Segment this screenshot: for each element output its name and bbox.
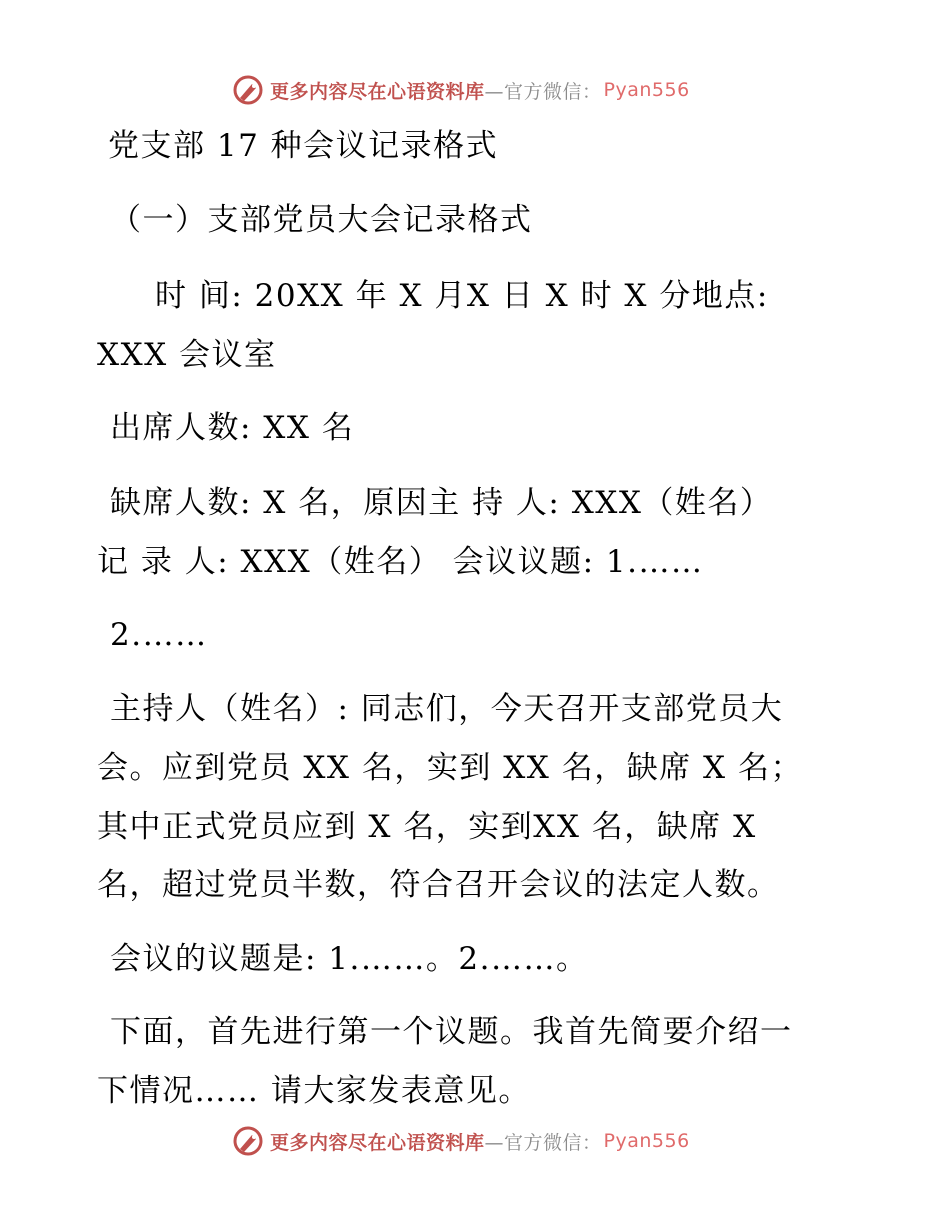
header-banner	[232, 72, 690, 108]
banner-wechat-id: Pyan556	[603, 1130, 690, 1152]
host-speech-line-4: 名，超过党员半数，符合召开会议的法定人数。	[97, 867, 780, 903]
host-speech-line-3: 其中正式党员应到 X 名，实到XX 名，缺席 X	[97, 809, 757, 845]
document-title: 党支部 17 种会议记录格式	[108, 128, 499, 164]
banner-main-text: 更多内容尽在心语资料库	[270, 80, 485, 103]
pen-logo-icon	[232, 74, 264, 106]
banner-wechat-id: Pyan556	[603, 79, 690, 101]
banner-wechat-label: —官方微信：	[484, 80, 602, 103]
meeting-location-line: XXX 会议室	[97, 337, 277, 373]
banner-wechat-label: —官方微信：	[484, 1131, 602, 1154]
host-speech-line-1: 主持人（姓名）: 同志们，今天召开支部党员大	[110, 691, 784, 727]
banner-main-text: 更多内容尽在心语资料库	[270, 1131, 485, 1154]
section-heading: （一）支部党员大会记录格式	[110, 202, 533, 238]
agenda-line: 会议的议题是: 1.……。2.……。	[110, 941, 589, 977]
first-topic-line-1: 下面，首先进行第一个议题。我首先简要介绍一	[110, 1014, 793, 1050]
attendees-line: 出席人数: XX 名	[110, 410, 355, 446]
host-speech-line-2: 会。应到党员 XX 名，实到 XX 名，缺席 X 名；	[97, 750, 803, 786]
absentees-line: 缺席人数: X 名，原因主 持 人: XXX（姓名）	[110, 485, 773, 521]
first-topic-line-2: 下情况…… 请大家发表意见。	[97, 1073, 531, 1109]
recorder-topics-line: 记 录 人: XXX（姓名） 会议议题: 1.……	[97, 544, 704, 580]
meeting-time-line: 时 间: 20XX 年 X 月X 日 X 时 X 分地点:	[155, 278, 769, 314]
pen-logo-icon	[232, 1125, 264, 1157]
footer-banner	[232, 1123, 690, 1159]
topic-two-line: 2.……	[110, 617, 208, 653]
